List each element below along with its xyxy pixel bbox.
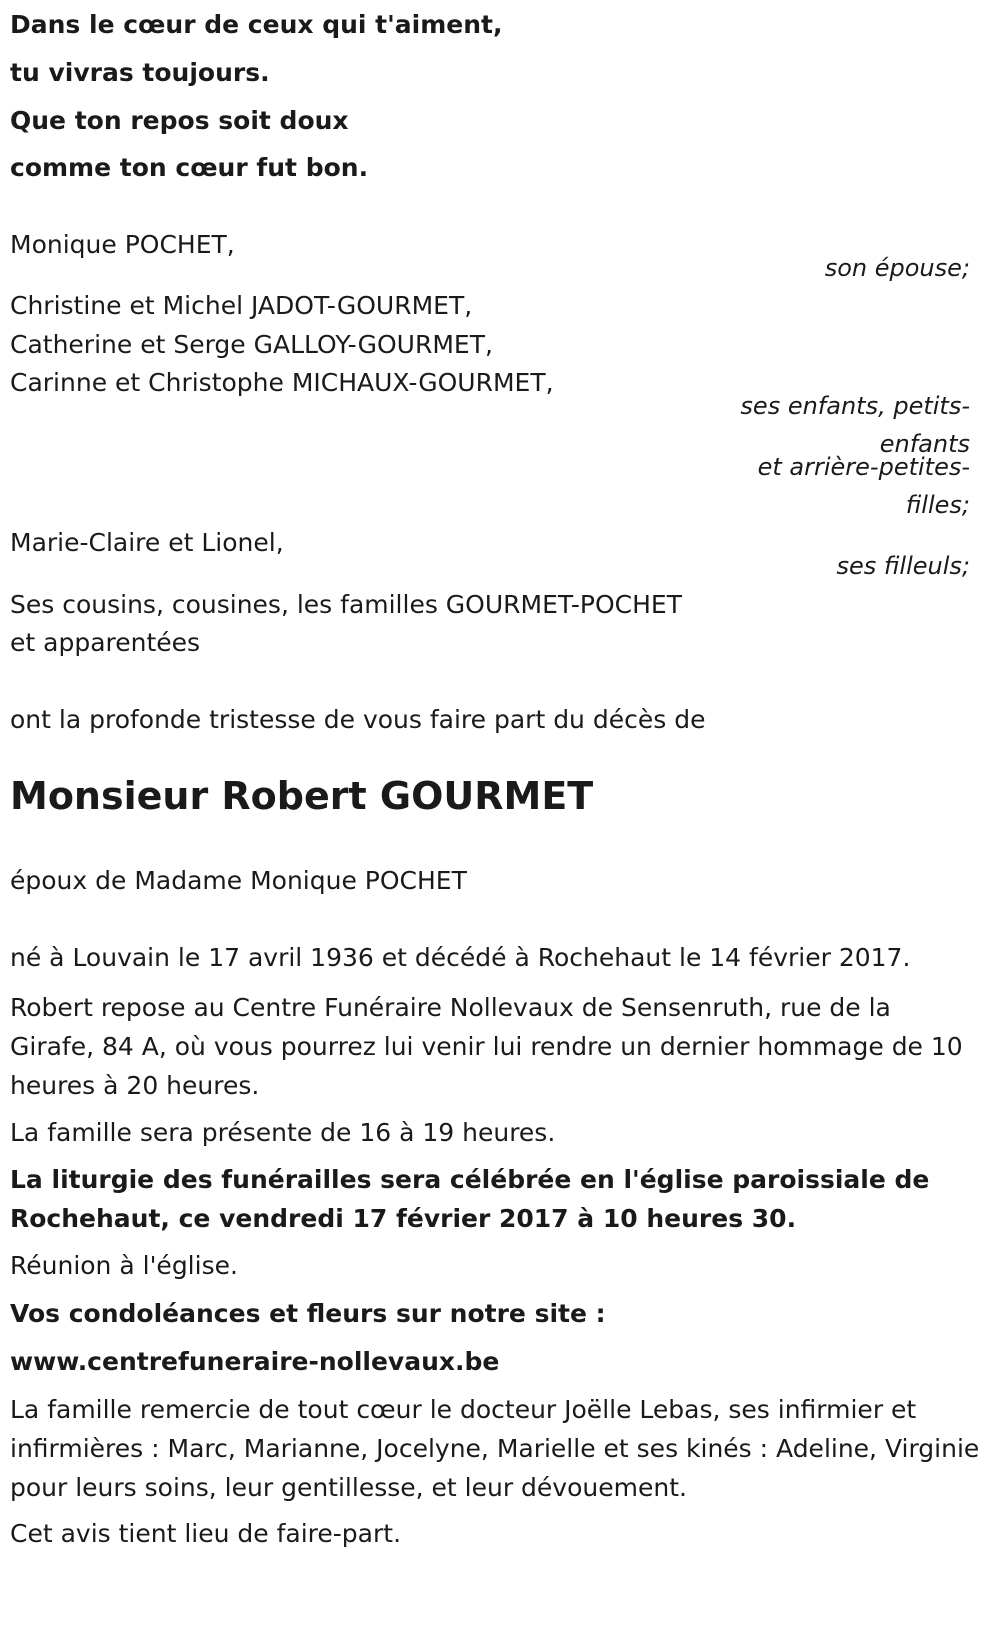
children-role-line-4: filles; (905, 491, 970, 519)
announcement: ont la profonde tristesse de vous faire part du décès de (10, 705, 706, 734)
verse-line-2: tu vivras toujours. (10, 58, 270, 87)
child-family-1: Christine et Michel JADOT-GOURMET, (10, 291, 473, 320)
rest-place: Robert repose au Centre Funéraire Nollevaux de Sensenruth, rue de la Girafe, 84 A, où vous pourrez lui venir lui rendre un dernier hommage de 10 heures à 20 heures. (10, 993, 963, 1100)
children-role-line-3: et arrière-petites- (757, 453, 970, 481)
children-role-line-1: ses enfants, petits- (740, 392, 970, 420)
godchildren-name: Marie-Claire et Lionel, (10, 528, 284, 557)
closing-note: Cet avis tient lieu de faire-part. (10, 1519, 402, 1548)
meeting: Réunion à l'église. (10, 1251, 238, 1280)
spouse-of: époux de Madame Monique POCHET (10, 866, 467, 895)
child-family-3: Carinne et Christophe MICHAUX-GOURMET, (10, 368, 554, 397)
child-family-2: Catherine et Serge GALLOY-GOURMET, (10, 330, 493, 359)
birth-death: né à Louvain le 17 avril 1936 et décédé à Rochehaut le 14 février 2017. (10, 943, 911, 972)
condolences: Vos condoléances et fleurs sur notre site : (10, 1299, 606, 1328)
spouse-role: son épouse; (824, 254, 970, 282)
deceased-name: Monsieur Robert GOURMET (10, 774, 594, 818)
extended-family-line-2: et apparentées (10, 628, 201, 657)
thanks: La famille remercie de tout cœur le docteur Joëlle Lebas, ses infirmier et infirmières : Marc, Marianne, Jocelyne, Marielle et ses kinés : Adeline, Virginie pour leurs soins, leur gentillesse, et leur dévouement. (10, 1395, 980, 1502)
family-present: La famille sera présente de 16 à 19 heures. (10, 1118, 556, 1147)
verse-line-4: comme ton cœur fut bon. (10, 153, 369, 182)
website-link[interactable]: www.centrefuneraire-nollevaux.be (10, 1347, 500, 1376)
godchildren-role: ses filleuls; (836, 552, 970, 580)
verse-line-1: Dans le cœur de ceux qui t'aiment, (10, 10, 503, 39)
spouse-name: Monique POCHET, (10, 230, 235, 259)
children-role-line-2: enfants (879, 430, 970, 458)
liturgy: La liturgie des funérailles sera célébrée en l'église paroissiale de Rochehaut, ce vendredi 17 février 2017 à 10 heures 30. (10, 1165, 930, 1233)
extended-family-line-1: Ses cousins, cousines, les familles GOURMET-POCHET (10, 590, 682, 619)
verse-line-3: Que ton repos soit doux (10, 106, 349, 135)
